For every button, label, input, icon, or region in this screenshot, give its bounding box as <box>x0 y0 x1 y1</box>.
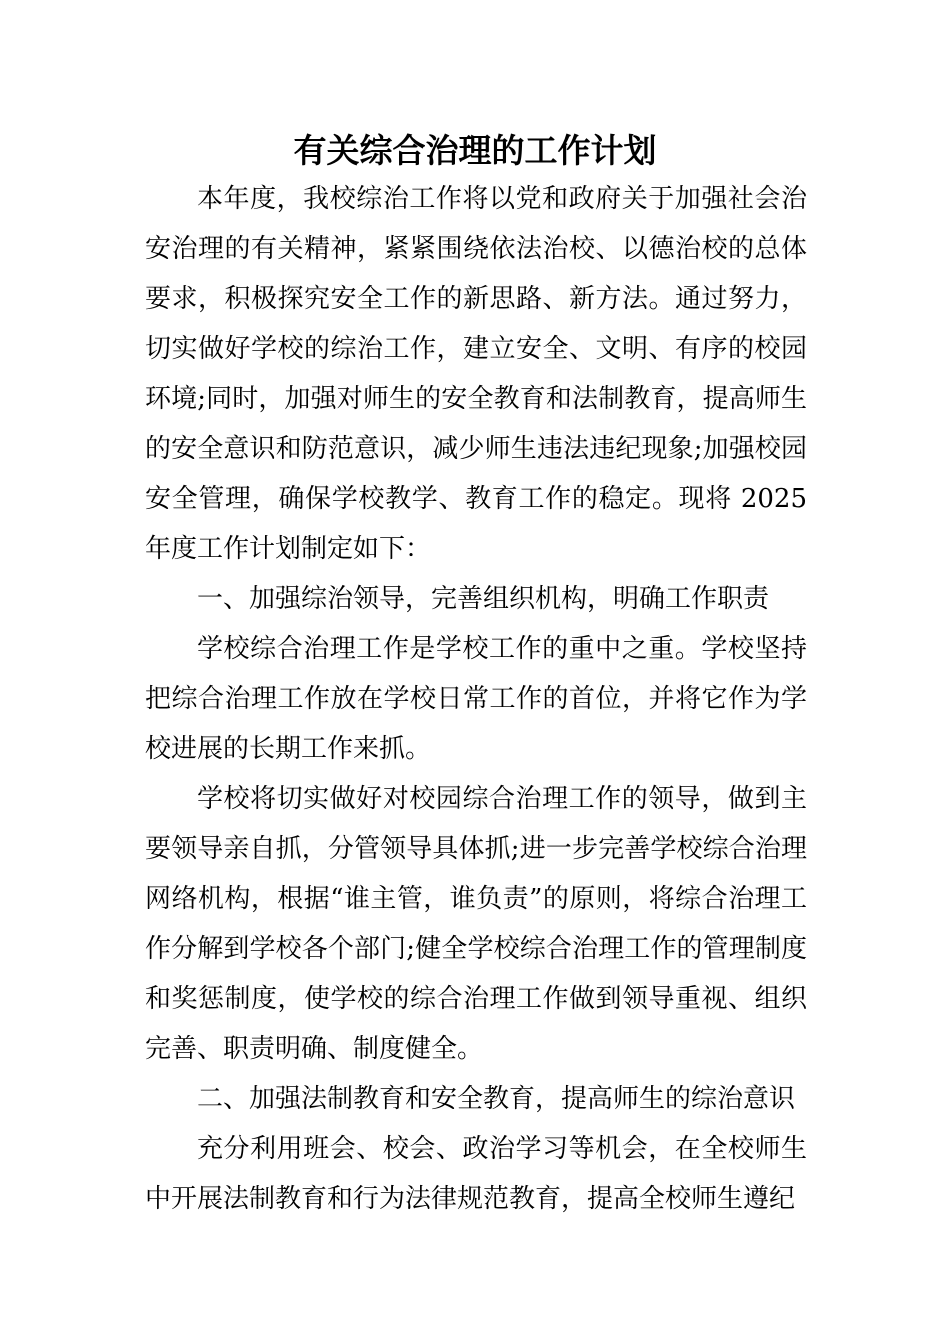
paragraph-section-1-a: 学校综合治理工作是学校工作的重中之重。学校坚持把综合治理工作放在学校日常工作的首位，并将它作为学校进展的长期工作来抓。 <box>145 634 807 764</box>
paragraph-section-2-a: 充分利用班会、校会、政治学习等机会，在全校师生中开展法制教育和行为法律规范教育，提高全校师生遵纪 <box>145 1134 807 1214</box>
document-body <box>145 174 807 1224</box>
paragraph-intro: 本年度，我校综治工作将以党和政府关于加强社会治安治理的有关精神，紧紧围绕依法治校、以德治校的总体要求，积极探究安全工作的新思路、新方法。通过努力，切实做好学校的综治工作，建立安全、文明、有序的校园环境;同时，加强对师生的安全教育和法制教育，提高师生的安全意识和防范意识，减少师生违法违纪现象;加强校园安全管理，确保学校教学、教育工作的稳定。现将 2025 年度工作计划制定如下： <box>145 184 807 564</box>
paragraph-section-1-b: 学校将切实做好对校园综合治理工作的领导，做到主要领导亲自抓，分管领导具体抓;进一步完善学校综合治理网络机构，根据“谁主管，谁负责”的原则，将综合治理工作分解到学校各个部门;健全学校综合治理工作的管理制度和奖惩制度，使学校的综合治理工作做到领导重视、组织完善、职责明确、制度健全。 <box>145 784 807 1064</box>
section-heading-2: 二、加强法制教育和安全教育，提高师生的综治意识 <box>197 1084 796 1114</box>
section-heading-1: 一、加强综治领导，完善组织机构，明确工作职责 <box>197 584 770 614</box>
document-title: 有关综合治理的工作计划 <box>293 131 657 170</box>
